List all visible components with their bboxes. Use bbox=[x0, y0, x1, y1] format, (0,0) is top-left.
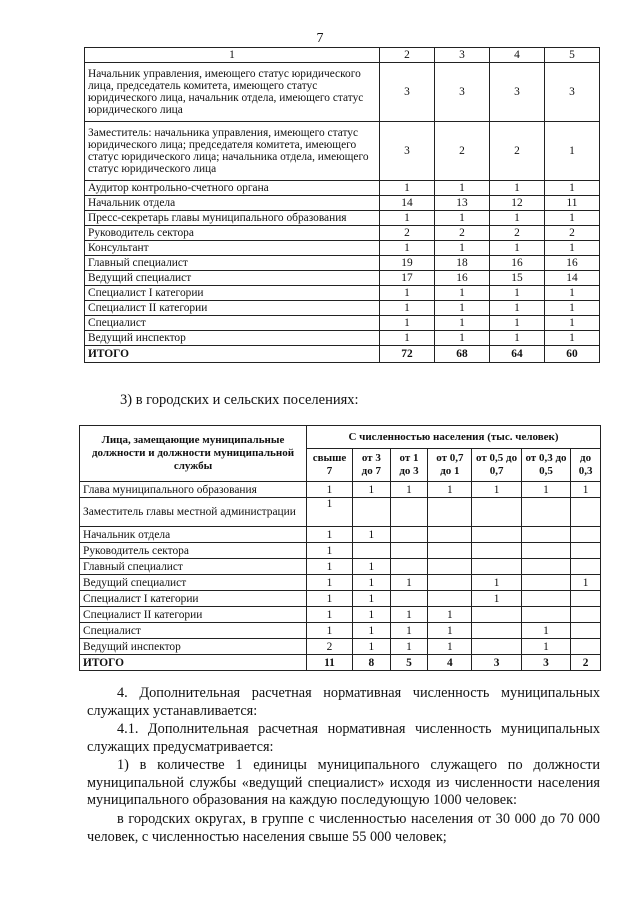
total-row bbox=[80, 655, 601, 671]
cell: 3 bbox=[380, 63, 435, 122]
column-header: от 1 до 3 bbox=[390, 449, 428, 482]
cell bbox=[352, 498, 390, 527]
cell: 2 bbox=[490, 226, 545, 241]
cell: 1 bbox=[380, 181, 435, 196]
cell: 1 bbox=[545, 241, 600, 256]
cell bbox=[521, 559, 570, 575]
cell: 1 bbox=[571, 482, 601, 498]
cell: 1 bbox=[380, 301, 435, 316]
row-label: Специалист I категории bbox=[80, 591, 307, 607]
cell bbox=[571, 591, 601, 607]
total-cell: 11 bbox=[307, 655, 353, 671]
table-row bbox=[80, 543, 601, 559]
cell: 1 bbox=[521, 482, 570, 498]
cell bbox=[428, 498, 472, 527]
header-cell: 2 bbox=[380, 48, 435, 63]
cell: 1 bbox=[435, 211, 490, 226]
cell: 1 bbox=[352, 482, 390, 498]
cell: 1 bbox=[352, 591, 390, 607]
cell: 2 bbox=[380, 226, 435, 241]
table-row bbox=[85, 331, 600, 346]
row-label: Специалист I категории bbox=[85, 286, 380, 301]
table-row bbox=[80, 575, 601, 591]
total-label: ИТОГО bbox=[80, 655, 307, 671]
cell bbox=[521, 607, 570, 623]
cell: 3 bbox=[380, 122, 435, 181]
total-cell: 3 bbox=[472, 655, 521, 671]
cell: 18 bbox=[435, 256, 490, 271]
cell bbox=[521, 527, 570, 543]
table-row bbox=[80, 591, 601, 607]
cell: 1 bbox=[428, 623, 472, 639]
total-cell: 72 bbox=[380, 346, 435, 363]
cell: 16 bbox=[435, 271, 490, 286]
column-header: от 0,7 до 1 bbox=[428, 449, 472, 482]
total-cell: 64 bbox=[490, 346, 545, 363]
table-row bbox=[80, 498, 601, 527]
cell: 1 bbox=[352, 575, 390, 591]
cell: 1 bbox=[545, 211, 600, 226]
staff-table-1 bbox=[84, 47, 600, 363]
row-label: Консультант bbox=[85, 241, 380, 256]
row-label: Руководитель сектора bbox=[80, 543, 307, 559]
page-number: 7 bbox=[316, 31, 324, 46]
cell: 1 bbox=[307, 575, 353, 591]
cell bbox=[472, 498, 521, 527]
header-group: С численностью населения (тыс. человек) bbox=[307, 426, 601, 449]
table-header-row bbox=[85, 48, 600, 63]
cell bbox=[571, 498, 601, 527]
table-header-row bbox=[80, 426, 601, 449]
column-header: от 0,3 до 0,5 bbox=[521, 449, 570, 482]
total-cell: 5 bbox=[390, 655, 428, 671]
row-label: Заместитель: начальника управления, имеющего статус юридического лица; председателя комитета, имеющего статус юридического лица; начальника отдела, имеющего статус юридического лица bbox=[85, 122, 380, 181]
cell: 2 bbox=[490, 122, 545, 181]
table-row bbox=[85, 316, 600, 331]
cell: 1 bbox=[490, 286, 545, 301]
cell bbox=[472, 559, 521, 575]
cell bbox=[521, 575, 570, 591]
cell: 1 bbox=[490, 301, 545, 316]
cell: 1 bbox=[521, 623, 570, 639]
cell: 1 bbox=[307, 591, 353, 607]
cell: 16 bbox=[490, 256, 545, 271]
row-label: Начальник отдела bbox=[80, 527, 307, 543]
cell bbox=[472, 623, 521, 639]
cell: 1 bbox=[307, 543, 353, 559]
cell: 1 bbox=[352, 607, 390, 623]
cell: 17 bbox=[380, 271, 435, 286]
paragraph-urban-districts: в городских округах, в группе с численностью населения от 30 000 до 70 000 человек, с численностью населения свыше 55 000 человек; bbox=[87, 811, 600, 845]
cell: 2 bbox=[307, 639, 353, 655]
total-cell: 4 bbox=[428, 655, 472, 671]
cell: 1 bbox=[428, 482, 472, 498]
cell bbox=[571, 543, 601, 559]
cell bbox=[472, 543, 521, 559]
cell: 1 bbox=[307, 498, 353, 527]
cell: 16 bbox=[545, 256, 600, 271]
cell: 1 bbox=[307, 527, 353, 543]
cell bbox=[472, 527, 521, 543]
cell: 1 bbox=[352, 559, 390, 575]
cell bbox=[428, 591, 472, 607]
cell: 1 bbox=[571, 575, 601, 591]
cell: 2 bbox=[435, 226, 490, 241]
row-label: Аудитор контрольно-счетного органа bbox=[85, 181, 380, 196]
section-subheading: 3) в городских и сельских поселениях: bbox=[120, 392, 359, 408]
table-row bbox=[85, 256, 600, 271]
table-row bbox=[85, 211, 600, 226]
cell: 1 bbox=[545, 181, 600, 196]
table-row bbox=[85, 286, 600, 301]
header-cell: 1 bbox=[85, 48, 380, 63]
cell: 1 bbox=[490, 316, 545, 331]
row-label: Специалист II категории bbox=[85, 301, 380, 316]
row-label: Начальник отдела bbox=[85, 196, 380, 211]
table-row bbox=[80, 527, 601, 543]
cell: 1 bbox=[390, 623, 428, 639]
cell bbox=[428, 543, 472, 559]
cell: 1 bbox=[380, 241, 435, 256]
cell: 1 bbox=[352, 623, 390, 639]
cell: 2 bbox=[545, 226, 600, 241]
row-label: Специалист II категории bbox=[80, 607, 307, 623]
column-header: до 0,3 bbox=[571, 449, 601, 482]
cell: 1 bbox=[380, 331, 435, 346]
cell: 1 bbox=[545, 331, 600, 346]
header-cell: 4 bbox=[490, 48, 545, 63]
cell bbox=[472, 639, 521, 655]
row-label: Ведущий инспектор bbox=[85, 331, 380, 346]
cell: 1 bbox=[435, 241, 490, 256]
cell: 1 bbox=[435, 316, 490, 331]
cell: 1 bbox=[307, 623, 353, 639]
cell bbox=[521, 591, 570, 607]
cell: 19 bbox=[380, 256, 435, 271]
cell: 3 bbox=[490, 63, 545, 122]
paragraph-4-1: 4.1. Дополнительная расчетная нормативная численность муниципальных служащих предусматривается: bbox=[87, 721, 600, 755]
row-label: Главный специалист bbox=[85, 256, 380, 271]
cell bbox=[390, 543, 428, 559]
cell bbox=[571, 607, 601, 623]
table-row bbox=[80, 559, 601, 575]
cell: 13 bbox=[435, 196, 490, 211]
row-label: Пресс-секретарь главы муниципального образования bbox=[85, 211, 380, 226]
row-label: Руководитель сектора bbox=[85, 226, 380, 241]
cell: 15 bbox=[490, 271, 545, 286]
table-row bbox=[85, 196, 600, 211]
table-row bbox=[85, 122, 600, 181]
cell bbox=[571, 623, 601, 639]
cell: 3 bbox=[435, 63, 490, 122]
cell: 3 bbox=[545, 63, 600, 122]
cell bbox=[472, 607, 521, 623]
total-cell: 60 bbox=[545, 346, 600, 363]
table-row bbox=[85, 271, 600, 286]
table-row bbox=[80, 639, 601, 655]
cell: 1 bbox=[390, 575, 428, 591]
table-row bbox=[80, 482, 601, 498]
cell: 1 bbox=[380, 286, 435, 301]
total-cell: 2 bbox=[571, 655, 601, 671]
cell: 1 bbox=[428, 639, 472, 655]
row-label: Ведущий специалист bbox=[80, 575, 307, 591]
cell bbox=[390, 498, 428, 527]
cell: 1 bbox=[390, 639, 428, 655]
header-cell: 5 bbox=[545, 48, 600, 63]
table-row bbox=[85, 301, 600, 316]
row-label: Специалист bbox=[85, 316, 380, 331]
table-row bbox=[85, 181, 600, 196]
cell: 1 bbox=[490, 331, 545, 346]
cell: 1 bbox=[428, 607, 472, 623]
cell: 1 bbox=[521, 639, 570, 655]
paragraph-4: 4. Дополнительная расчетная нормативная численность муниципальных служащих устанавливается: bbox=[87, 685, 600, 719]
cell: 1 bbox=[490, 181, 545, 196]
cell: 1 bbox=[352, 527, 390, 543]
cell: 2 bbox=[435, 122, 490, 181]
cell bbox=[428, 559, 472, 575]
total-cell: 8 bbox=[352, 655, 390, 671]
cell bbox=[571, 527, 601, 543]
cell: 14 bbox=[380, 196, 435, 211]
cell: 11 bbox=[545, 196, 600, 211]
cell bbox=[428, 527, 472, 543]
cell: 1 bbox=[380, 316, 435, 331]
row-label: Глава муниципального образования bbox=[80, 482, 307, 498]
cell: 1 bbox=[545, 122, 600, 181]
cell bbox=[390, 527, 428, 543]
cell: 1 bbox=[307, 607, 353, 623]
cell: 1 bbox=[307, 482, 353, 498]
column-header: от 3 до 7 bbox=[352, 449, 390, 482]
cell bbox=[571, 559, 601, 575]
staff-table-2 bbox=[79, 425, 601, 671]
cell: 1 bbox=[307, 559, 353, 575]
cell: 1 bbox=[435, 181, 490, 196]
row-label: Начальник управления, имеющего статус юридического лица, председатель комитета, имеющего статус юридического лица, начальник отдела, имеющего статус юридического лица bbox=[85, 63, 380, 122]
column-header: свыше 7 bbox=[307, 449, 353, 482]
cell: 14 bbox=[545, 271, 600, 286]
table-row bbox=[85, 226, 600, 241]
cell bbox=[390, 591, 428, 607]
header-left: Лица, замещающие муниципальные должности и должности муниципальной службы bbox=[80, 426, 307, 482]
cell: 1 bbox=[435, 331, 490, 346]
cell: 1 bbox=[380, 211, 435, 226]
total-label: ИТОГО bbox=[85, 346, 380, 363]
cell: 1 bbox=[390, 482, 428, 498]
cell: 1 bbox=[435, 286, 490, 301]
cell: 1 bbox=[472, 575, 521, 591]
table-row bbox=[85, 241, 600, 256]
cell: 1 bbox=[490, 211, 545, 226]
table-row bbox=[80, 607, 601, 623]
table-row bbox=[80, 623, 601, 639]
cell bbox=[571, 639, 601, 655]
cell: 1 bbox=[490, 241, 545, 256]
cell: 1 bbox=[545, 316, 600, 331]
cell: 12 bbox=[490, 196, 545, 211]
header-cell: 3 bbox=[435, 48, 490, 63]
total-row bbox=[85, 346, 600, 363]
row-label: Заместитель главы местной администрации bbox=[80, 498, 307, 527]
total-cell: 3 bbox=[521, 655, 570, 671]
cell: 1 bbox=[472, 482, 521, 498]
paragraph-4-1-1: 1) в количестве 1 единицы муниципального служащего по должности муниципальной службы «ведущий специалист» исходя из численности населения муниципального образования на каждую последующую 1000 человек: bbox=[87, 757, 600, 808]
cell: 1 bbox=[390, 607, 428, 623]
table-row bbox=[85, 63, 600, 122]
cell: 1 bbox=[352, 639, 390, 655]
row-label: Ведущий инспектор bbox=[80, 639, 307, 655]
cell: 1 bbox=[472, 591, 521, 607]
column-header: от 0,5 до 0,7 bbox=[472, 449, 521, 482]
cell bbox=[390, 559, 428, 575]
cell bbox=[428, 575, 472, 591]
cell bbox=[521, 498, 570, 527]
row-label: Ведущий специалист bbox=[85, 271, 380, 286]
cell bbox=[521, 543, 570, 559]
cell: 1 bbox=[435, 301, 490, 316]
total-cell: 68 bbox=[435, 346, 490, 363]
row-label: Главный специалист bbox=[80, 559, 307, 575]
cell bbox=[352, 543, 390, 559]
cell: 1 bbox=[545, 301, 600, 316]
row-label: Специалист bbox=[80, 623, 307, 639]
cell: 1 bbox=[545, 286, 600, 301]
